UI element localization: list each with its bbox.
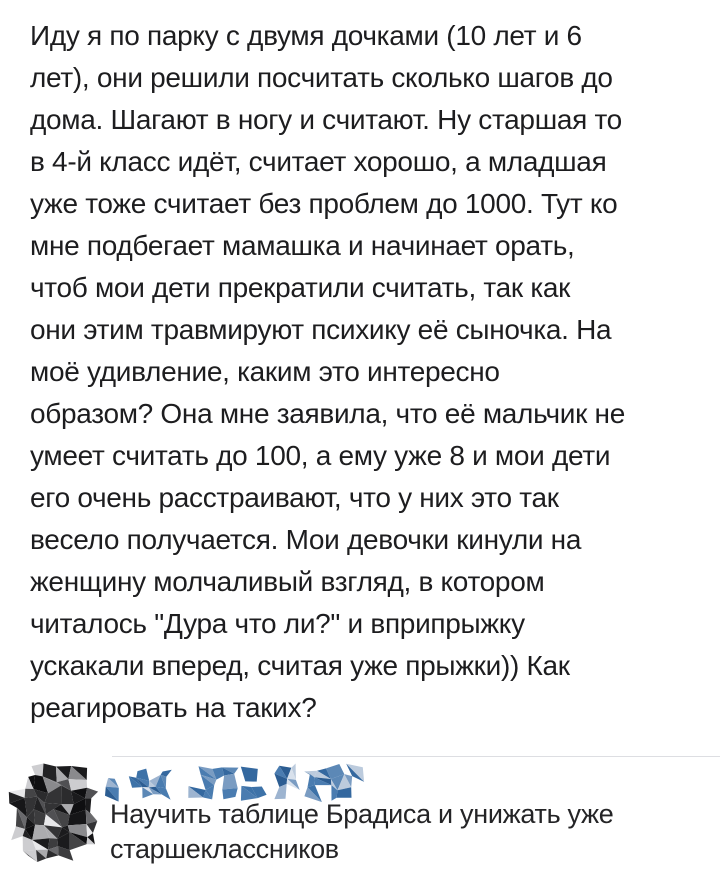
comment-line: старшеклассников [110,834,339,864]
post-text [30,15,696,729]
post-line: реагировать на таких? [30,692,317,723]
post-line: они этим травмируют психику её сыночка. На [30,314,612,345]
post-line: чтоб мои дети прекратили считать, так как [30,272,571,303]
comment-divider [112,756,720,757]
post-line: Иду я по парку с двумя дочками (10 лет и 6 [30,20,582,51]
post-line: ускакали вперед, считая уже прыжки)) Как [30,650,570,681]
post-line: уже тоже считает без проблем до 1000. Тут ко [30,188,618,219]
post-line: моё удивление, каким это интересно [30,356,500,387]
post-line: умеет считать до 100, а ему уже 8 и мои дети [30,440,611,471]
post-line: его очень расстраивают, что у них это так [30,482,559,513]
post-line: весело получается. Мои девочки кинули на [30,524,582,555]
post-line: образом? Она мне заявила, что её мальчик не [30,398,625,429]
post-line: мне подбегает мамашка и начинает орать, [30,230,575,261]
post-line: дома. Шагают в ногу и считают. Ну старшая то [30,104,622,135]
post-line: читалось "Дура что ли?" и вприпрыжку [30,608,525,639]
post-line: лет), они решили посчитать сколько шагов до [30,62,613,93]
censored-avatar[interactable] [4,759,102,867]
post-line: женщину молчаливый взгляд, в котором [30,566,545,597]
post-line: в 4-й класс идёт, считает хорошо, а младшая [30,146,607,177]
comment-text [110,797,690,867]
comment-line: Научить таблице Брадиса и унижать уже [110,799,614,829]
